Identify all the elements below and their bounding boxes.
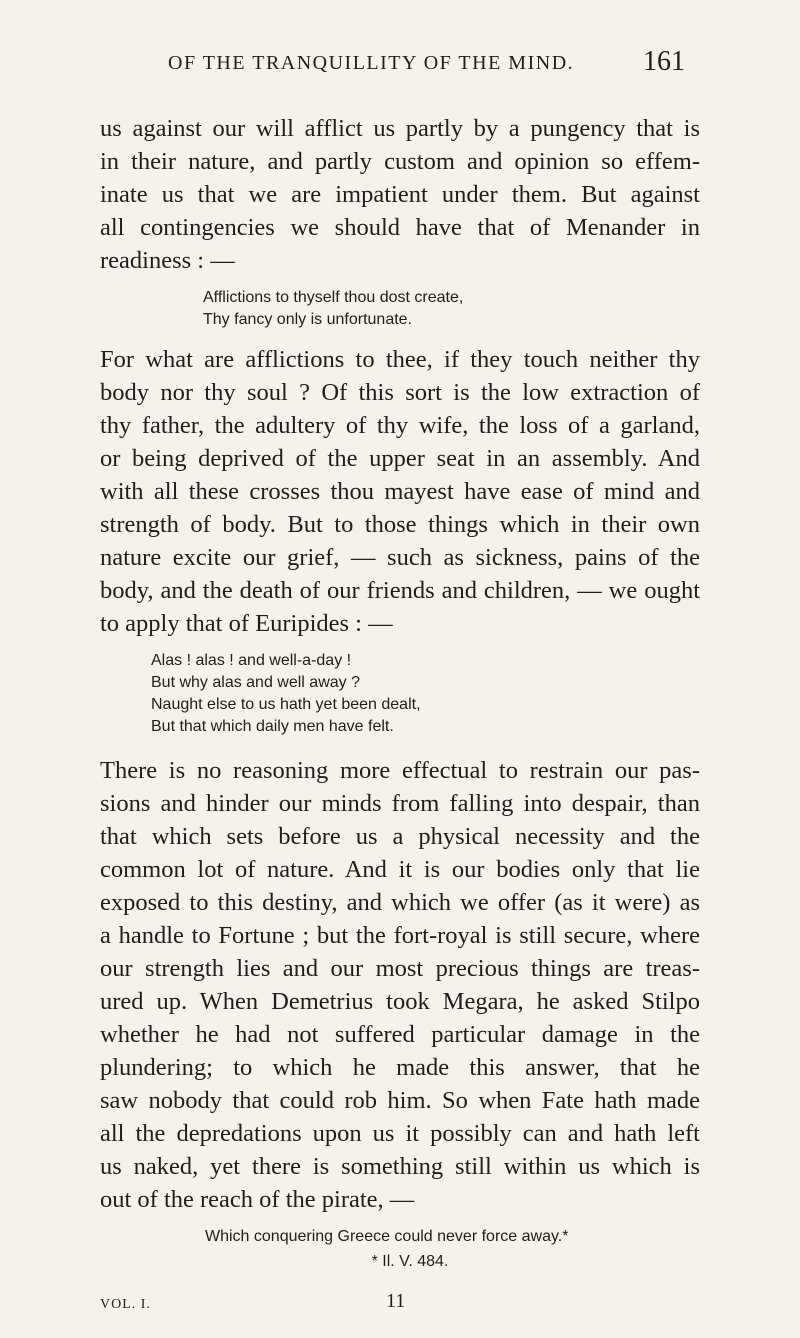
text-line: all the depredations upon us it possibly can and hath left [100, 1120, 700, 1147]
verse-line: Alas ! alas ! and well-a-day ! [151, 652, 352, 669]
verse-line: Which conquering Greece could never force away.* [205, 1228, 569, 1245]
text-line: There is no reasoning more effectual to restrain our pas- [100, 757, 700, 784]
folio-number: 161 [643, 46, 685, 77]
text-line: a handle to Fortune ; but the fort-royal is still secure, where [100, 922, 700, 949]
paragraph-1 [100, 112, 700, 277]
running-head [0, 44, 800, 80]
text-line: common lot of nature. And it is our bodies only that lie [100, 856, 700, 883]
text-line: or being deprived of the upper seat in an assembly. And [100, 445, 700, 472]
text-line: inate us that we are impatient under them. But against [100, 181, 700, 208]
text-line: out of the reach of the pirate, — [100, 1186, 415, 1213]
text-line: For what are afflictions to thee, if they touch neither thy [100, 346, 700, 373]
running-head-title: OF THE TRANQUILLITY OF THE MIND. [168, 52, 575, 74]
text-line: sions and hinder our minds from falling into despair, than [100, 790, 700, 817]
text-line: with all these crosses thou mayest have ease of mind and [100, 478, 700, 505]
text-line: all contingencies we should have that of Menander in [100, 214, 700, 241]
paragraph-2 [100, 343, 700, 640]
verse-line: Naught else to us hath yet been dealt, [151, 696, 421, 713]
text-line: our strength lies and our most precious things are treas- [100, 955, 700, 982]
text-line: body, and the death of our friends and children, — we ought [100, 577, 700, 604]
verse-line: But why alas and well away ? [151, 674, 360, 691]
text-line: ured up. When Demetrius took Megara, he asked Stilpo [100, 988, 700, 1015]
verse-quote-euripides [100, 650, 700, 738]
text-line: that which sets before us a physical necessity and the [100, 823, 700, 850]
text-line: body nor thy soul ? Of this sort is the low extraction of [100, 379, 700, 406]
verse-line: Afflictions to thyself thou dost create, [203, 289, 464, 306]
body-text [100, 112, 700, 1272]
paragraph-3 [100, 754, 700, 1216]
footnote: * Il. V. 484. [371, 1253, 449, 1270]
text-line: exposed to this destiny, and which we offer (as it were) as [100, 889, 700, 916]
text-line: whether he had not suffered particular damage in the [100, 1021, 700, 1048]
text-line: plundering; to which he made this answer, that he [100, 1054, 700, 1081]
text-line: to apply that of Euripides : — [100, 610, 393, 637]
text-line: nature excite our grief, — such as sickness, pains of the [100, 544, 700, 571]
text-line: saw nobody that could rob him. So when Fate hath made [100, 1087, 700, 1114]
verse-line: Thy fancy only is unfortunate. [203, 311, 412, 328]
verse-quote-homer [100, 1226, 700, 1248]
text-line: thy father, the adultery of thy wife, the loss of a garland, [100, 412, 700, 439]
text-line: strength of body. But to those things which in their own [100, 511, 700, 538]
verse-line: But that which daily men have felt. [151, 718, 394, 735]
page-number: 11 [386, 1290, 406, 1312]
text-line: in their nature, and partly custom and opinion so effem- [100, 148, 700, 175]
signature-mark: VOL. I. [100, 1297, 151, 1312]
text-line: us naked, yet there is something still within us which is [100, 1153, 700, 1180]
text-line: readiness : — [100, 247, 235, 274]
verse-quote-menander [100, 287, 700, 331]
text-line: us against our will afflict us partly by a pungency that is [100, 115, 700, 142]
